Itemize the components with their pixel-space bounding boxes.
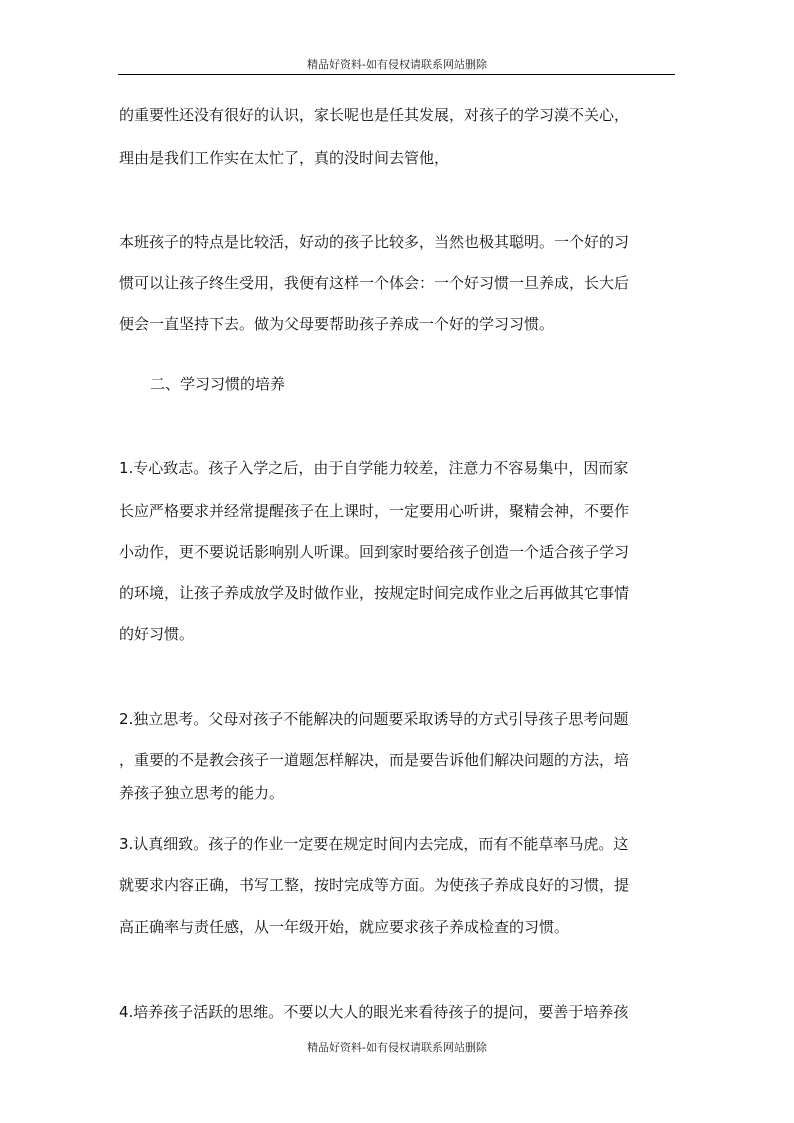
paragraph-line: 的重要性还没有很好的认识，家长呢也是任其发展，对孩子的学习漠不关心，: [119, 106, 630, 124]
header-divider: [118, 74, 675, 75]
paragraph-line: 便会一直坚持下去。做为父母要帮助孩子养成一个好的学习习惯。: [119, 315, 555, 333]
paragraph-line: 就要求内容正确，书写工整，按时完成等方面。为使孩子养成良好的习惯，提: [119, 876, 630, 894]
paragraph-line: 的好习惯。: [119, 625, 195, 643]
paragraph-line: 2.独立思考。父母对孩子不能解决的问题要采取诱导的方式引导孩子思考问题: [119, 710, 629, 728]
page-header: 精品好资料-如有侵权请联系网站删除: [307, 58, 487, 71]
paragraph-line: 4.培养孩子活跃的思维。不要以大人的眼光来看待孩子的提问，要善于培养孩: [119, 1003, 629, 1021]
paragraph-line: 的环境，让孩子养成放学及时做作业，按规定时间完成作业之后再做其它事情: [119, 584, 630, 602]
paragraph-line: 小动作，更不要说话影响别人听课。回到家时要给孩子创造一个适合孩子学习: [119, 543, 630, 561]
paragraph-line: ，重要的不是教会孩子一道题怎样解决，而是要告诉他们解决问题的方法，培: [119, 751, 630, 769]
page-footer: 精品好资料-如有侵权请联系网站删除: [307, 1041, 487, 1054]
paragraph-line: 理由是我们工作实在太忙了，真的没时间去管他，: [119, 149, 450, 167]
paragraph-line: 1.专心致志。孩子入学之后，由于自学能力较差，注意力不容易集中，因而家: [119, 459, 629, 477]
paragraph-line: 养孩子独立思考的能力。: [119, 784, 285, 802]
paragraph-line: 惯可以让孩子终生受用，我便有这样一个体会：一个好习惯一旦养成，长大后: [119, 274, 630, 292]
paragraph-line: 3.认真细致。孩子的作业一定要在规定时间内去完成，而有不能草率马虎。这: [119, 835, 629, 853]
section-heading: 二、学习习惯的培养: [150, 375, 286, 393]
paragraph-line: 长应严格要求并经常提醒孩子在上课时，一定要用心听讲，聚精会神，不要作: [119, 502, 630, 520]
paragraph-line: 高正确率与责任感，从一年级开始，就应要求孩子养成检查的习惯。: [119, 918, 570, 936]
paragraph-line: 本班孩子的特点是比较活，好动的孩子比较多，当然也极其聪明。一个好的习: [119, 233, 630, 251]
